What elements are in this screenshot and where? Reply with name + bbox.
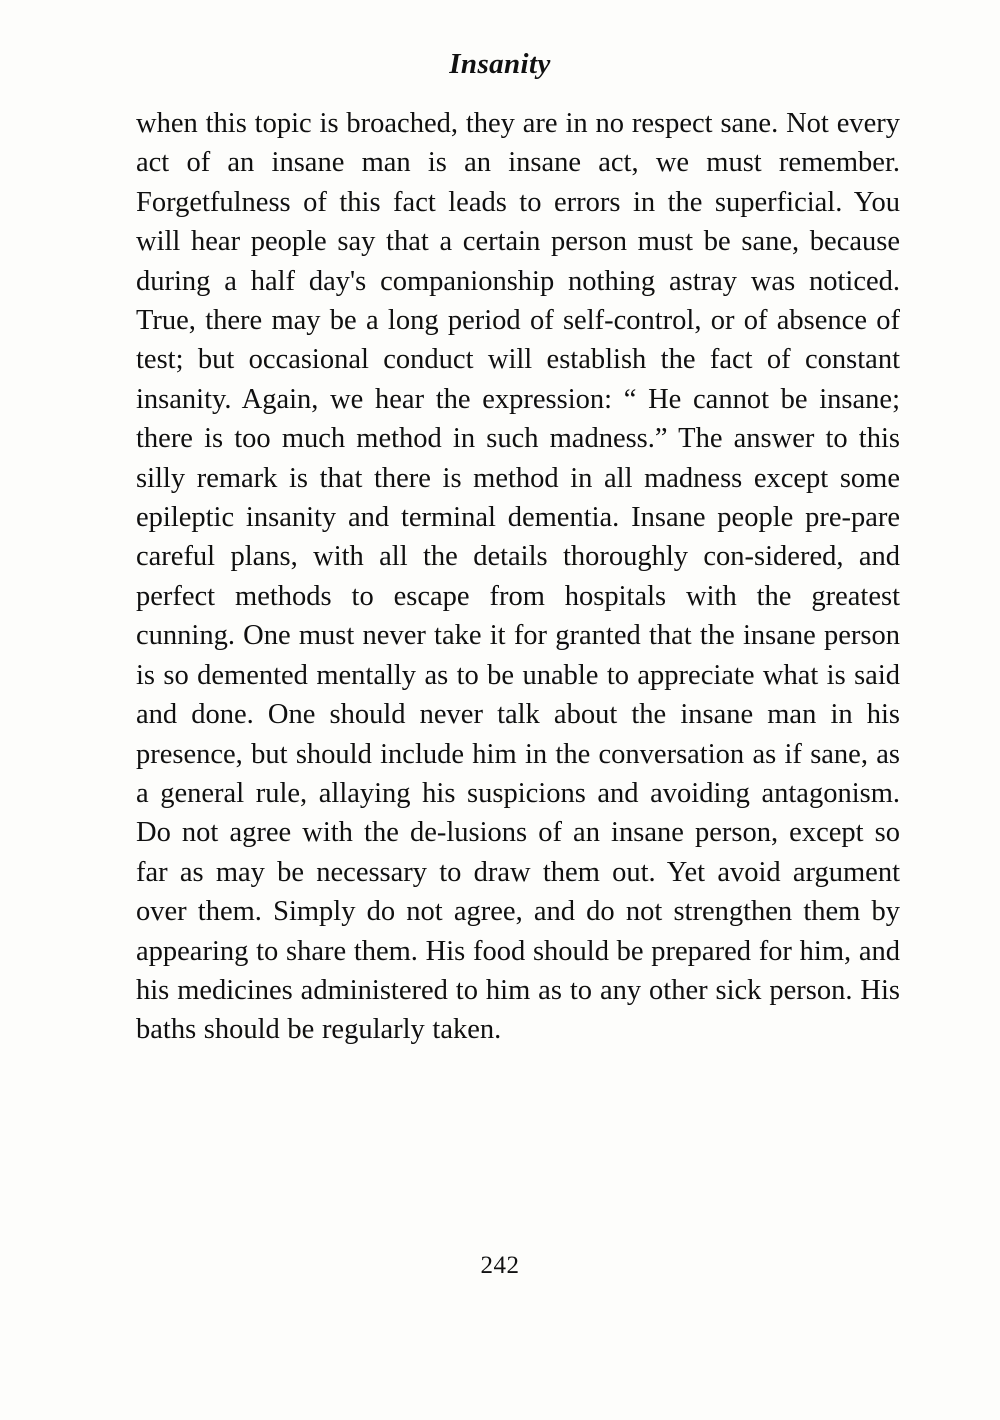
page-number: 242	[480, 1252, 520, 1279]
body-paragraph: when this topic is broached, they are in no respect sane. Not every act of an insane man is an insane act, we must remember. Forgetfulness of this fact leads to errors in the superficial. You will hear people say that a certain person must be sane, because during a half day's companionship nothing astray was noticed. True, there may be a long period of self-control, or of absence of test; but occasional conduct will establish the fact of constant insanity. Again, we hear the expression: “ He cannot be insane; there is too much method in such madness.” The answer to this silly remark is that there is method in all madness except some epileptic insanity and terminal dementia. Insane people pre-pare careful plans, with all the details thoroughly con-sidered, and perfect methods to escape from hospitals with the greatest cunning. One must never take it for granted that the insane person is so demented mentally as to be unable to appreciate what is said and done. One should never talk about the insane man in his presence, but should include him in the conversation as if sane, as a general rule, allaying his suspicions and avoiding antagonism. Do not agree with the de-lusions of an insane person, except so far as may be necessary to draw them out. Yet avoid argument over them. Simply do not agree, and do not strengthen them by appearing to share them. His food should be prepared for him, and his medicines administered to him as to any other sick person. His baths should be regularly taken.	[136, 108, 900, 1046]
page-body	[136, 104, 900, 1050]
running-head: Insanity	[449, 48, 551, 80]
